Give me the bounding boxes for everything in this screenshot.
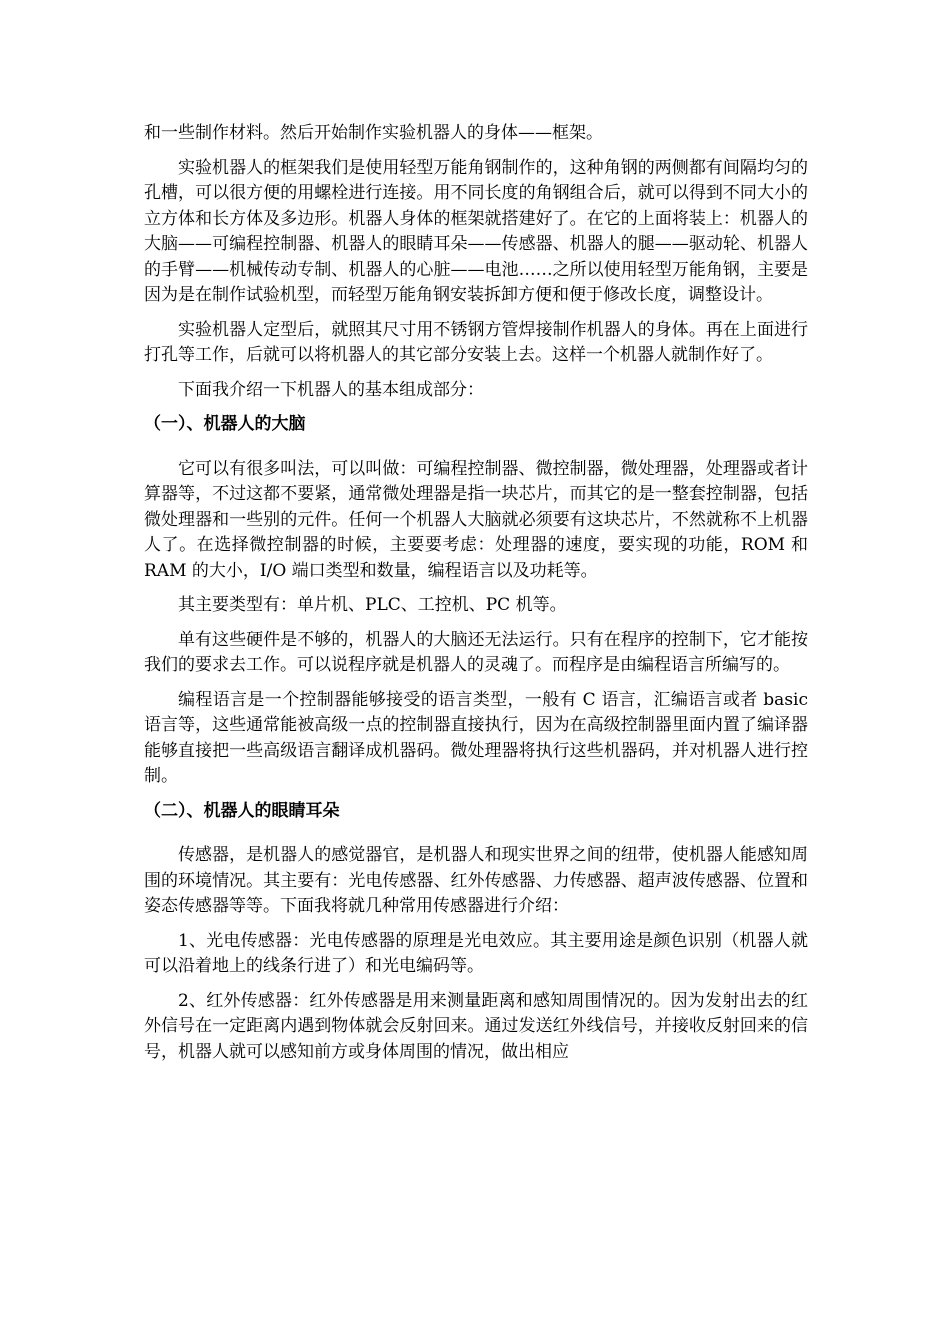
paragraph: 1、光电传感器：光电传感器的原理是光电效应。其主要用途是颜色识别（机器人就可以沿着地上的线条行进了）和光电编码等。 [144,930,808,976]
paragraph: 单有这些硬件是不够的，机器人的大脑还无法运行。只有在程序的控制下，它才能按我们的要求去工作。可以说程序就是机器人的灵魂了。而程序是由编程语言所编写的。 [144,629,808,675]
paragraph: 它可以有很多叫法，可以叫做：可编程控制器、微控制器，微处理器，处理器或者计算器等，不过这都不要紧，通常微处理器是指一块芯片，而其它的是一整套控制器，包括微处理器和一些别的元件。任何一个机器人大脑就必须要有这块芯片，不然就称不上机器人了。在选择微控制器的时候，主要要考虑：处理器的速度，要实现的功能，ROM 和 RAM 的大小，I/O 端口类型和数量，编程语言以及功耗等。 [144,458,808,581]
paragraph: 和一些制作材料。然后开始制作实验机器人的身体——框架。 [144,123,603,143]
paragraph: 下面我介绍一下机器人的基本组成部分： [178,379,484,400]
paragraph: 实验机器人定型后，就照其尺寸用不锈钢方管焊接制作机器人的身体。再在上面进行打孔等工作，后就可以将机器人的其它部分安装上去。这样一个机器人就制作好了。 [144,319,808,365]
paragraph: 编程语言是一个控制器能够接受的语言类型，一般有 C 语言，汇编语言或者 basic 语言等，这些通常能被高级一点的控制器直接执行，因为在高级控制器里面内置了编译器能够直接把一些高级语言翻译成机器码。微处理器将执行这些机器码，并对机器人进行控制。 [144,689,808,786]
paragraph: 传感器，是机器人的感觉器官，是机器人和现实世界之间的纽带，使机器人能感知周围的环境情况。其主要有：光电传感器、红外传感器、力传感器、超声波传感器、位置和姿态传感器等等。下面我将就几种常用传感器进行介绍： [144,845,808,916]
paragraph: 2、红外传感器：红外传感器是用来测量距离和感知周围情况的。因为发射出去的红外信号在一定距离内遇到物体就会反射回来。通过发送红外线信号，并接收反射回来的信号，机器人就可以感知前方或身体周围的情况，做出相应 [144,990,808,1062]
section-heading-sensors: （二）、机器人的眼睛耳朵 [144,800,340,821]
paragraph: 其主要类型有：单片机、PLC、工控机、PC 机等。 [178,595,567,615]
paragraph: 实验机器人的框架我们是使用轻型万能角钢制作的，这种角钢的两侧都有间隔均匀的孔槽，可以很方便的用螺栓进行连接。用不同长度的角钢组合后，就可以得到不同大小的立方体和长方体及多边形。机器人身体的框架就搭建好了。在它的上面将装上：机器人的大脑——可编程控制器、机器人的眼睛耳朵——传感器、机器人的腿——驱动轮、机器人的手臂——机械传动专制、机器人的心脏——电池……之所以使用轻型万能角钢，主要是因为是在制作试验机型，而轻型万能角钢安装拆卸方便和便于修改长度，调整设计。 [144,157,808,305]
section-heading-brain: （一）、机器人的大脑 [144,414,306,434]
document-page [144,121,808,1074]
